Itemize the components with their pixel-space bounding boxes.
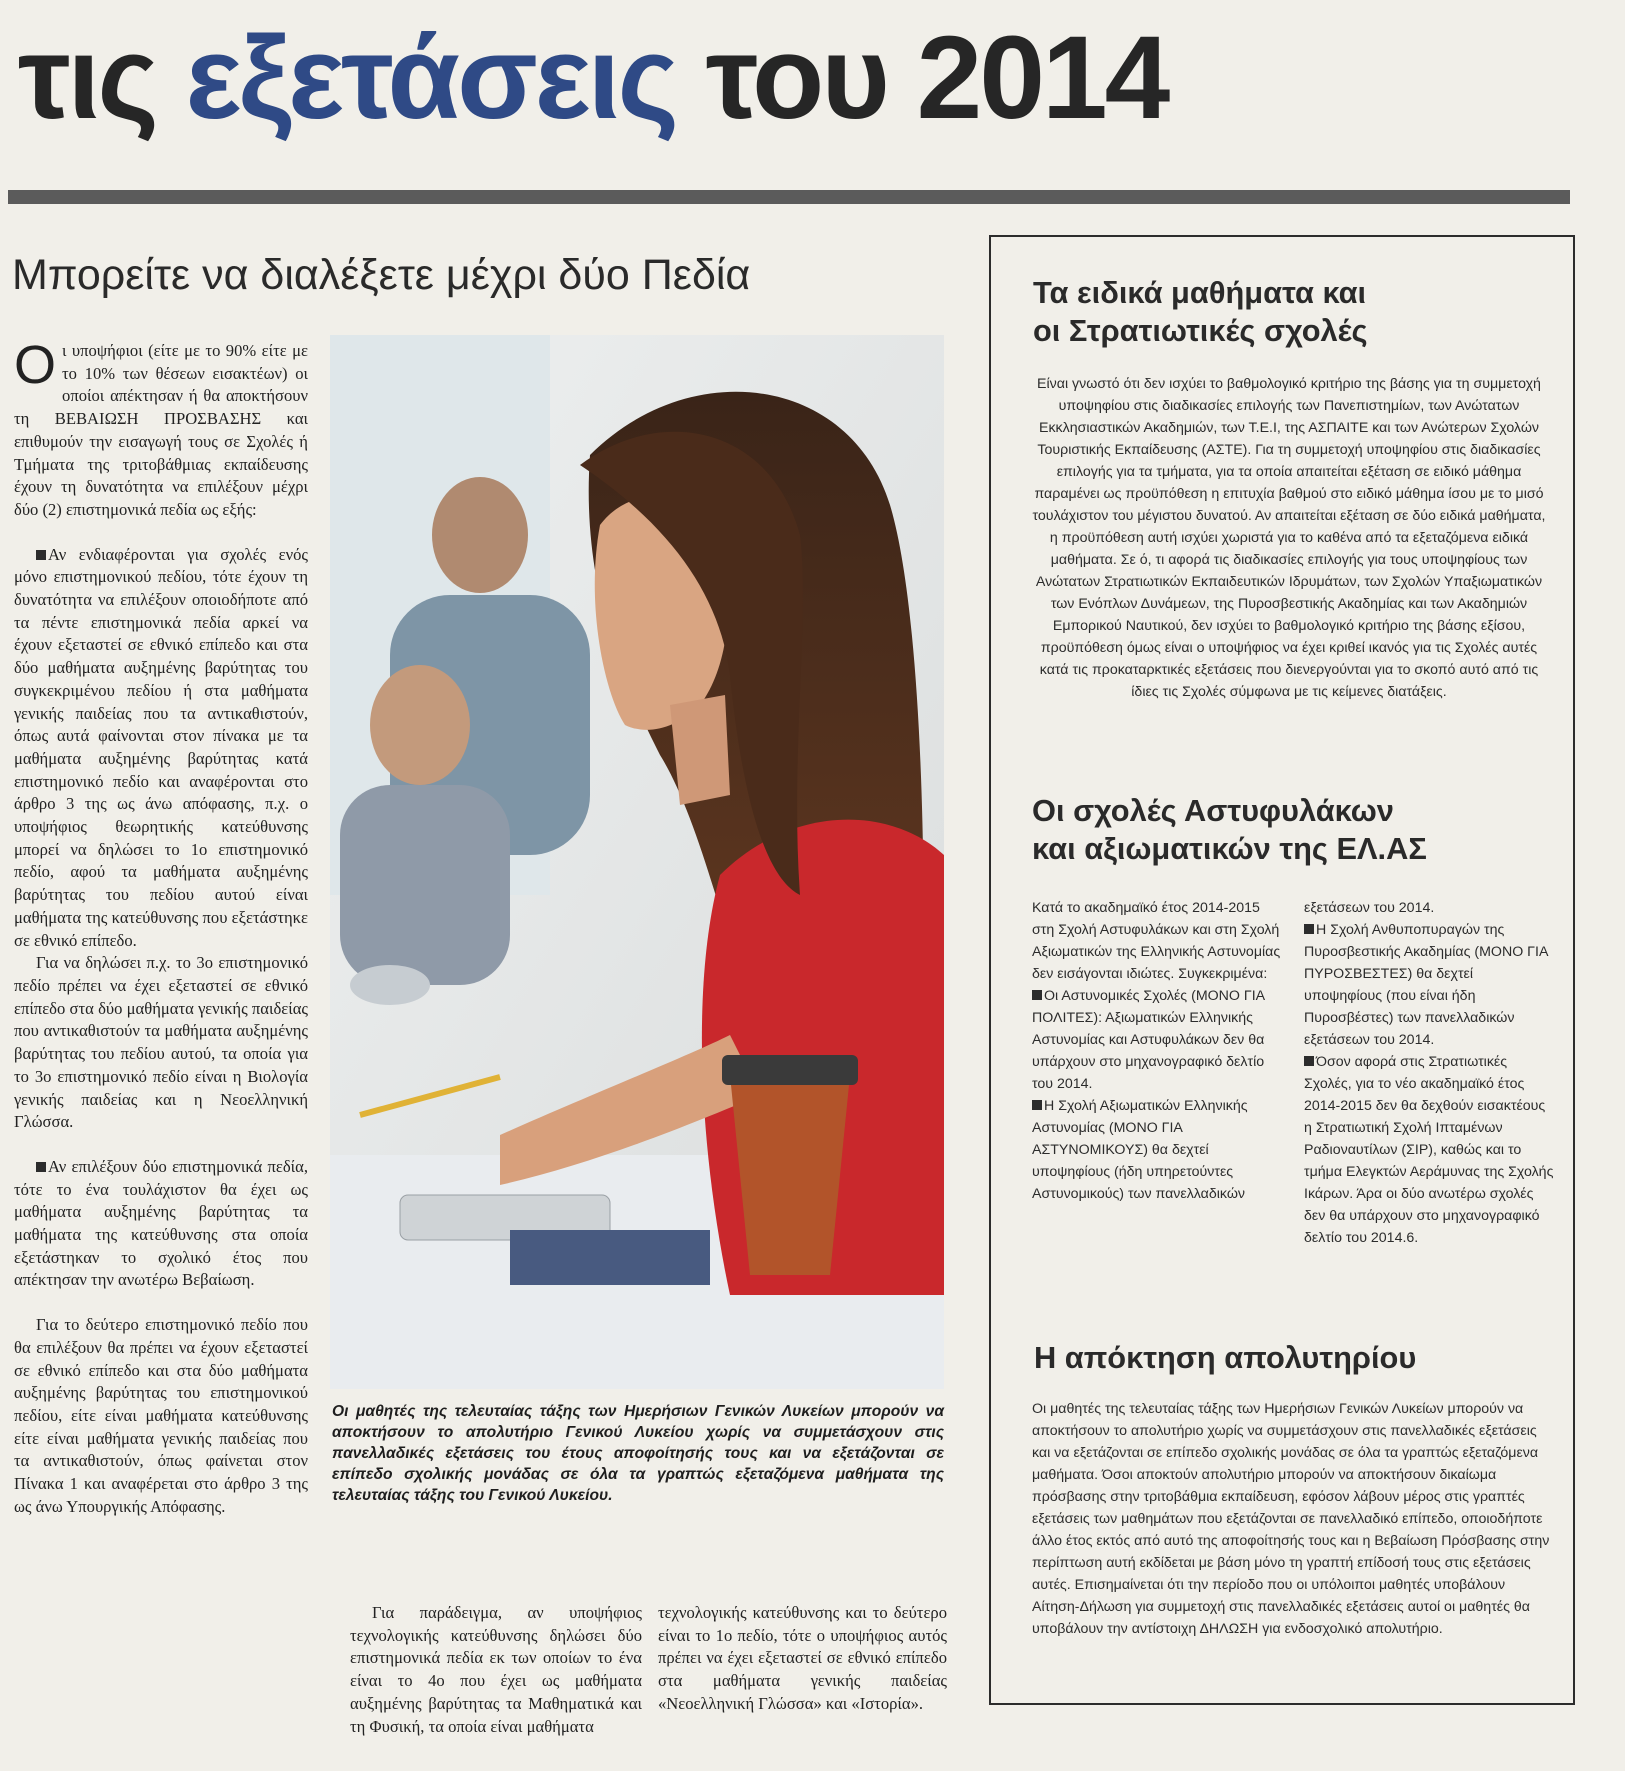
heading-line: οι Στρατιωτικές σχολές <box>1033 313 1368 348</box>
bullet-square-icon <box>1304 924 1314 934</box>
heading-line: Τα ειδικά μαθήματα και <box>1033 275 1367 310</box>
heading-line: Οι σχολές Αστυφυλάκων <box>1032 793 1394 828</box>
sidebar-police-column-2 <box>1304 897 1554 1249</box>
sidebar-police-column-1 <box>1032 897 1282 1205</box>
paragraph <box>1032 985 1282 1095</box>
student-photo <box>330 335 944 1389</box>
drop-cap: Ο <box>14 335 57 395</box>
bullet-square-icon <box>36 1162 46 1172</box>
bullet-square-icon <box>1032 1100 1042 1110</box>
paragraph: Κατά το ακαδημαϊκό έτος 2014-2015 στη Σχολή Αστυφυλάκων και στη Σχολή Αξιωματικών της Ελληνικής Αστυνομίας δεν εισάγονται ιδιώτες. Συγκεκριμένα: <box>1032 900 1281 982</box>
paragraph-text: Αν ενδιαφέρονται για σχολές ενός μόνο επιστημονικού πεδίου, τότε έχουν τη δυνατότητα να επιλέξουν οποιοδήποτε από τα πέντε επιστημονικά πεδία αρκεί να έχουν εξεταστεί σε εθνικό επίπεδο και στα δύο μαθήματα αυξημένης βαρύτητας του συγκεκριμένου πεδίου ή στα μαθήματα γενικής παιδείας που τα αντικαθιστούν, όπως αυτά φαίνονται στον πίνακα με τα μαθήματα αυξημένης βαρύτητας κατά επιστημονικό πεδίο και αναφέρονται στο άρθρο 3 της ως άνω απόφασης, π.χ. ο υποψήφιος θεωρητικής κατεύθυνσης μπορεί να δηλώσει το 1ο επιστημονικό πεδίο, αφού τα μαθήματα αυξημένης βαρύτητας του πεδίου αυτού είναι μαθήματα της κατεύθυνσης που εξετάστηκε σε εθνικό επίπεδο. <box>14 544 308 950</box>
headline-part1: τις <box>18 12 156 144</box>
paragraph-text: Η Σχολή Αξιωματικών Ελληνικής Αστυνομίας (ΜΟΝΟ ΓΙΑ ΑΣΤΥΝΟΜΙΚΟΥΣ) θα δεχτεί υποψηφίους (ήδη υπηρετούντες Αστυνομικούς) των πανελλαδικών <box>1032 1098 1248 1202</box>
photo-caption: Οι μαθητές της τελευταίας τάξης των Ημερήσιων Γενικών Λυκείων μπορούν να αποκτήσουν το απολυτήριο Γενικού Λυκείου χωρίς να συμμετάσχουν στις πανελλαδικές εξετάσεις του έτους αποφοίτησής τους και να εξετάζονται σε επίπεδο σχολικής μονάδας σε όλα τα γραπτώς εξεταζόμενα μαθήματα της τελευταίας τάξης του Γενικού Λυκείου. <box>332 1403 944 1504</box>
article-column-2 <box>350 1602 642 1738</box>
sidebar-text-special-courses: Είναι γνωστό ότι δεν ισχύει το βαθμολογικό κριτήριο της βάσης για τη συμμετοχή υποψηφίου στις διαδικασίες επιλογής των Πανεπιστημίων, των Ανώτατων Εκκλησιαστικών Ακαδημιών, των Τ.Ε.Ι, της ΑΣΠΑΙΤΕ και των Ανώτερων Σχολών Τουριστικής Εκπαίδευσης (ΑΣΤΕ). Για τη συμμετοχή υποψηφίου στις διαδικασίες επιλογής για τα τμήματα, για τα οποία απαιτείται εξέταση σε ειδικό μάθημα παραμένει ως προϋπόθεση η επιτυχία βαθμού στο ειδικό μάθημα ίσου με το μισό τουλάχιστον του μέγιστου δυνατού. Αν απαιτείται εξέταση σε δύο ειδικά μαθήματα, η προϋπόθεση αυτή ισχύει χωριστά για το καθένα από τα εξεταζόμενα ειδικά μαθήματα. Σε ό, τι αφορά τις διαδικασίες επιλογής για τους υποψηφίους των Ανώτατων Στρατιωτικών Εκπαιδευτικών Ιδρυμάτων, των Σχολών Υπαξιωματικών των Ενόπλων Δυνάμεων, της Πυροσβεστικής Ακαδημίας και των Ακαδημιών Εμπορικού Ναυτικού, δεν ισχύει το βαθμολογικό κριτήριο της βάσης εξίσου, προϋπόθεση όμως είναι ο υποψήφιος να έχει κριθεί ικανός για τις Σχολές αυτές κατά τις προκαταρκτικές εξετάσεις που διενεργούνται για το σκοπό αυτό από τις ίδιες τις Σχολές σύμφωνα με τις κείμενες διατάξεις. <box>1032 376 1546 700</box>
paragraph: εξετάσεων του 2014. <box>1304 900 1435 916</box>
sidebar-heading-police-schools <box>1032 792 1552 868</box>
paragraph-text: Οι Αστυνομικές Σχολές (ΜΟΝΟ ΓΙΑ ΠΟΛΙΤΕΣ): Αξιωματικών Ελληνικής Αστυνομίας και Αστυφυλάκων δεν θα υπάρχουν στο μηχανογραφικό δελτίο του 2014. <box>1032 988 1265 1092</box>
sidebar-heading-diploma: Η απόκτηση απολυτηρίου <box>1034 1340 1417 1375</box>
heading-line: και αξιωματικών της ΕΛ.ΑΣ <box>1032 831 1427 866</box>
paragraph <box>14 1156 308 1292</box>
bullet-square-icon <box>1304 1056 1314 1066</box>
section-title: Μπορείτε να διαλέξετε μέχρι δύο Πεδία <box>12 251 751 299</box>
paragraph-text: ι υποψήφιοι (είτε με το 90% είτε με το 10% των θέσεων εισακτέων) οι οποίοι απέκτησαν ή θα αποκτήσουν τη ΒΕΒΑΙΩΣΗ ΠΡΟΣΒΑΣΗΣ και επιθυμούν την εισαγωγή τους σε Σχολές ή Τμήματα της τριτοβάθμιας εκπαίδευσης έχουν τη δυνατότητα να επιλέξουν μέχρι δύο (2) επιστημονικά πεδία ως εξής: <box>14 341 308 519</box>
article-column-3 <box>658 1602 947 1716</box>
article-column-1 <box>14 335 308 1518</box>
paragraph: Για το δεύτερο επιστημονικό πεδίο που θα επιλέξουν θα πρέπει να έχουν εξεταστεί σε εθνικό επίπεδο και στα δύο μαθήματα αυξημένης βαρύτητας του επιστημονικού πεδίου, είτε είναι μαθήματα κατεύθυνσης είτε είναι μαθήματα γενικής παιδείας που τα αντικαθιστούν, όπως φαίνεται στον Πίνακα 1 και αναφέρεται στο άρθρο 3 της ως άνω Υπουργικής Απόφασης. <box>14 1315 308 1516</box>
headline-part3: του 2014 <box>705 12 1168 144</box>
paragraph: Για παράδειγμα, αν υποψήφιος τεχνολογικής κατεύθυνσης δηλώσει δύο επιστημονικά πεδία εκ των οποίων το ένα είναι το 4ο που έχει ως μαθήματα αυξημένης βαρύτητας τα Μαθηματικά και τη Φυσική, τα οποία είναι μαθήματα <box>350 1603 642 1736</box>
paragraph-text: Αν επιλέξουν δύο επιστημονικά πεδία, τότε το ένα τουλάχιστον θα έχει ως μαθήματα αυξημένης βαρύτητας τα μαθήματα της κατεύθυνσης στα οποία εξετάστηκαν το σχολικό έτος που απέκτησαν την ανωτέρω Βεβαίωση. <box>14 1156 308 1290</box>
headline <box>18 8 1167 148</box>
paragraph <box>14 544 308 953</box>
paragraph-text: Η Σχολή Ανθυποπυραγών της Πυροσβεστικής Ακαδημίας (ΜΟΝΟ ΓΙΑ ΠΥΡΟΣΒΕΣΤΕΣ) θα δεχτεί υποψηφίους (που είναι ήδη Πυροσβέστες) των πανελλαδικών εξετάσεων του 2014. <box>1304 922 1548 1048</box>
sidebar-text-diploma: Οι μαθητές της τελευταίας τάξης των Ημερήσιων Γενικών Λυκείων μπορούν να αποκτήσουν το απολυτήριο χωρίς να συμμετάσχουν στις πανελλαδικές εξετάσεις και να εξετάζονται σε επίπεδο σχολικής μονάδας σε όλα τα γραπτώς εξεταζόμενα μαθήματα. Όσοι αποκτούν απολυτήριο μπορούν να αποκτήσουν δικαίωμα πρόσβασης στην τριτοβάθμια εκπαίδευση, εφόσον λάβουν μέρος στις γραπτές εξετάσεις των μαθημάτων που εξετάζονται σε πανελλαδικό επίπεδο, οποιοδήποτε άλλο έτος εκτός από αυτό της αποφοίτησής τους και η Βεβαίωση Πρόσβασης στην περίπτωση αυτή εκδίδεται με βάση μόνο τη γραπτή επίδοσή τους στις εξετάσεις αυτές. Επισημαίνεται ότι την περίοδο που οι υπόλοιποι μαθητές υποβάλουν Αίτηση-Δήλωση για συμμετοχή στις πανελλαδικές εξετάσεις αυτοί οι μαθητές θα υποβάλουν την αντίστοιχη ΔΗΛΩΣΗ για ενδοσχολικό απολυτήριο. <box>1032 1401 1550 1637</box>
paragraph <box>1032 1095 1282 1205</box>
bullet-square-icon <box>36 550 46 560</box>
headline-part2: εξετάσεις <box>185 12 676 144</box>
paragraph: τεχνολογικής κατεύθυνσης και το δεύτερο είναι το 1ο πεδίο, τότε ο υποψήφιος αυτός πρέπει να έχει εξεταστεί σε εθνικό επίπεδο στα μαθήματα γενικής παιδείας «Νεοελληνική Γλώσσα» και «Ιστορία». <box>658 1603 947 1713</box>
paragraph-text: Όσον αφορά στις Στρατιωτικές Σχολές, για το νέο ακαδημαϊκό έτος 2014-2015 δεν θα δεχθούν εισακτέους η Στρατιωτική Σχολή Ιπταμένων Ραδιοναυτίλων (ΣΙΡ), καθώς και το τμήμα Ελεγκτών Αεράμυνας της Σχολής Ικάρων. Άρα οι δύο ανωτέρω σχολές δεν θα υπάρχουν στο μηχανογραφικό δελτίο του 2014.6. <box>1304 1054 1554 1246</box>
bullet-square-icon <box>1032 990 1042 1000</box>
paragraph <box>1304 919 1554 1051</box>
paragraph: Για να δηλώσει π.χ. το 3ο επιστημονικό πεδίο πρέπει να έχει εξεταστεί σε εθνικό επίπεδο στα δύο μαθήματα γενικής παιδείας που αντικαθιστούν τα μαθήματα αυξημένης βαρύτητας του πεδίου αυτού, τα οποία για το 3ο επιστημονικό πεδίο είναι η Βιολογία γενικής παιδείας και η Νεοελληνική Γλώσσα. <box>14 953 308 1132</box>
header-rule <box>8 190 1570 204</box>
paragraph <box>1304 1051 1554 1249</box>
sidebar-heading-special-courses <box>1033 274 1553 350</box>
paragraph <box>14 335 308 522</box>
